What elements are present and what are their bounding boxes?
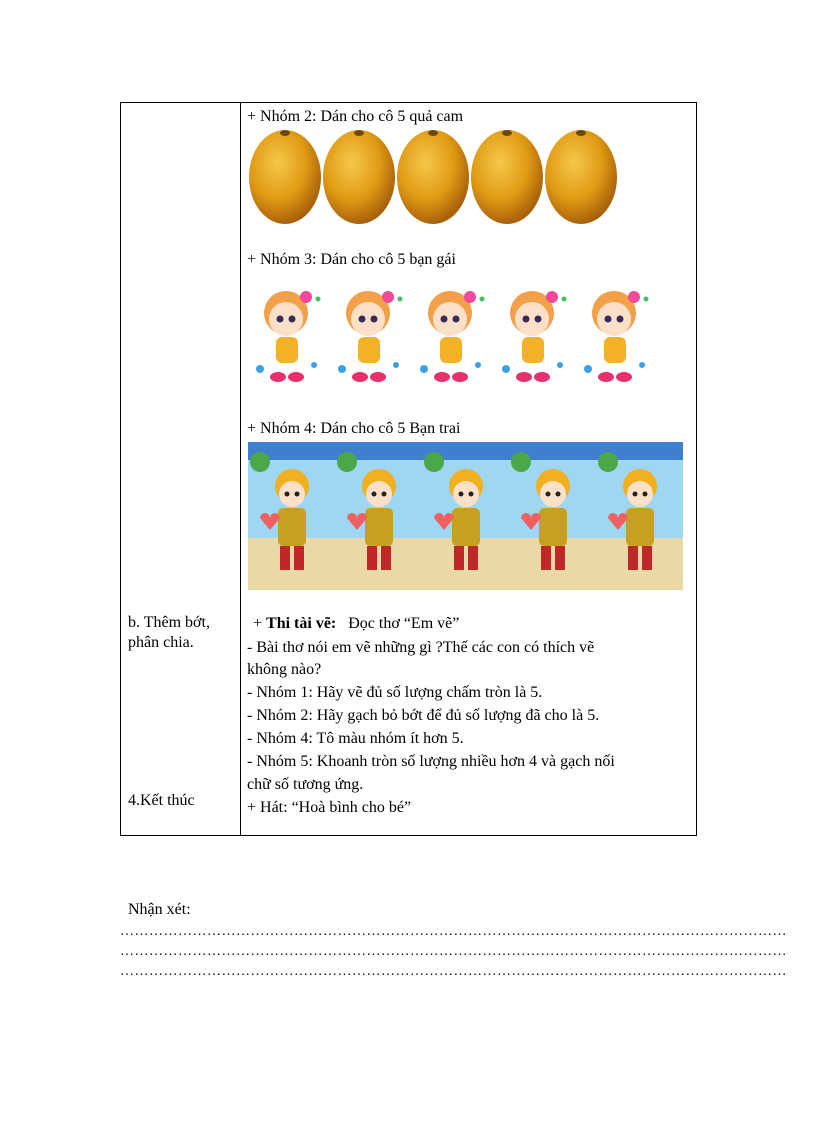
- boy-image: [248, 442, 335, 590]
- boy-image: [596, 442, 683, 590]
- boys-row: [248, 442, 683, 590]
- orange-image: [322, 127, 396, 225]
- contest-line2: - Nhóm 1: Hãy vẽ đủ số lượng chấm tròn là 5.: [247, 684, 543, 701]
- section-b-title-line2: phân chia.: [128, 634, 194, 651]
- group3-title: + Nhóm 3: Dán cho cô 5 bạn gái: [247, 251, 456, 268]
- section-b-title-line1: b. Thêm bớt,: [128, 614, 210, 631]
- contest-line4: - Nhóm 4: Tô màu nhóm ít hơn 5.: [247, 730, 464, 747]
- contest-heading: [253, 614, 459, 634]
- contest-line5b: chữ số tương ứng.: [247, 776, 364, 793]
- remarks-line-3: …………………………………………………………………………………………………………………………: [120, 964, 787, 979]
- contest-bold-label: Thi tài vẽ:: [266, 615, 337, 632]
- girl-image: [248, 279, 330, 391]
- girl-image: [330, 279, 412, 391]
- girls-row: [248, 279, 658, 391]
- contest-rest: Đọc thơ “Em vẽ”: [336, 615, 460, 632]
- orange-image: [396, 127, 470, 225]
- remarks-line-1: …………………………………………………………………………………………………………………………: [120, 924, 787, 939]
- orange-image: [470, 127, 544, 225]
- girl-image: [412, 279, 494, 391]
- section-end-title: 4.Kết thúc: [128, 792, 195, 809]
- remarks-line-2: …………………………………………………………………………………………………………………………: [120, 944, 787, 959]
- column-divider: [240, 103, 241, 835]
- contest-line1b: không nào?: [247, 661, 322, 678]
- contest-prefix: +: [253, 615, 267, 632]
- boy-image: [509, 442, 596, 590]
- song-line: + Hát: “Hoà bình cho bé”: [247, 799, 412, 816]
- contest-line1a: - Bài thơ nói em vẽ những gì ?Thế các con có thích vẽ: [247, 639, 595, 656]
- remarks-label: Nhận xét:: [128, 901, 191, 918]
- contest-line5a: - Nhóm 5: Khoanh tròn số lượng nhiều hơn 4 và gạch nối: [247, 753, 615, 770]
- boy-image: [422, 442, 509, 590]
- contest-line3: - Nhóm 2: Hãy gạch bỏ bớt để đủ số lượng đã cho là 5.: [247, 707, 600, 724]
- girl-image: [494, 279, 576, 391]
- girl-image: [576, 279, 658, 391]
- group2-title: + Nhóm 2: Dán cho cô 5 quả cam: [247, 108, 464, 125]
- orange-image: [544, 127, 618, 225]
- oranges-row: [248, 127, 618, 225]
- lesson-table: [120, 102, 697, 836]
- orange-image: [248, 127, 322, 225]
- group4-title: + Nhóm 4: Dán cho cô 5 Bạn trai: [247, 420, 461, 437]
- boy-image: [335, 442, 422, 590]
